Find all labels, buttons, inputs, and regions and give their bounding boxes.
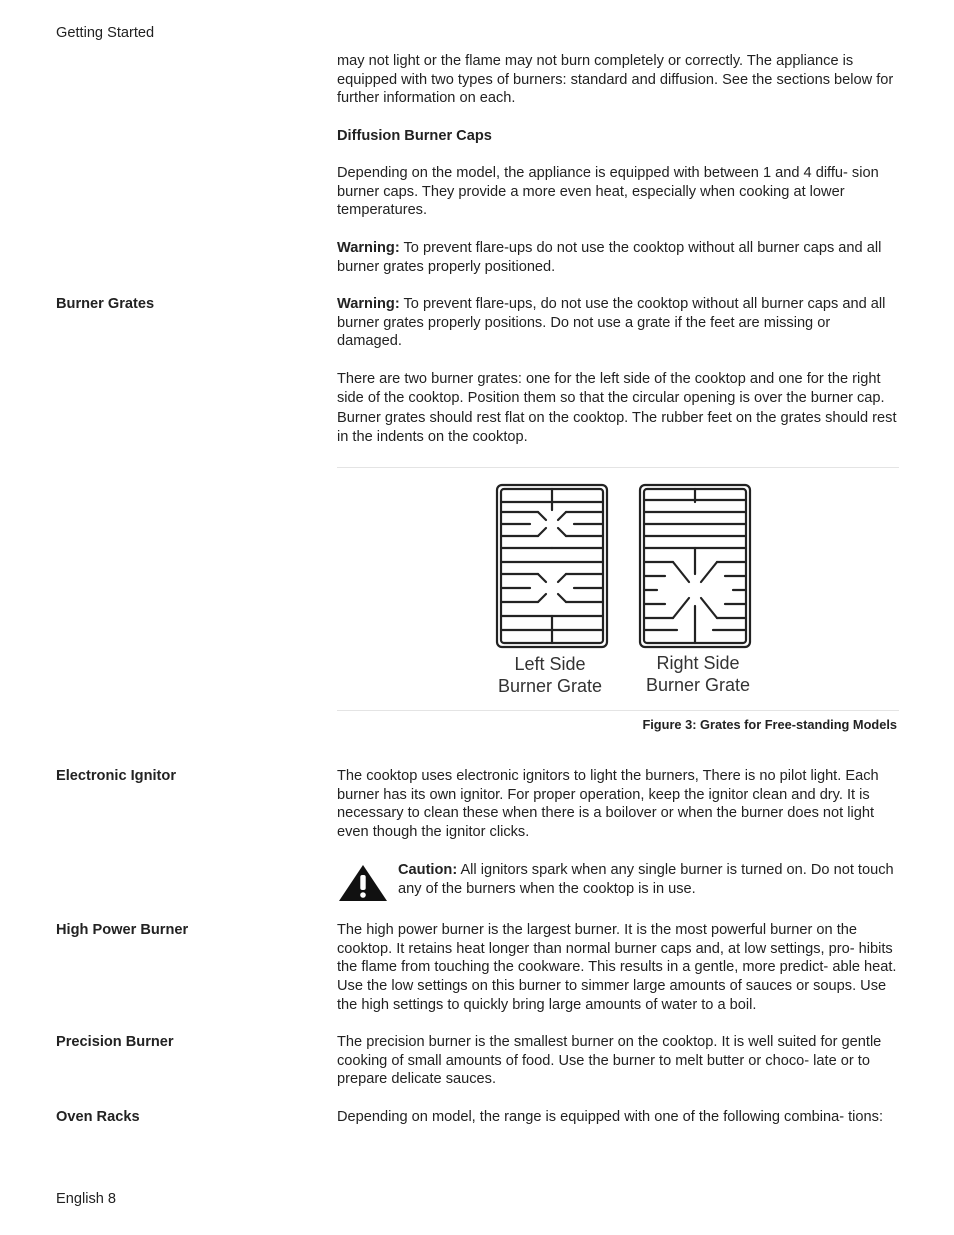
figure-bottom-rule (337, 710, 899, 711)
right-grate-label (628, 652, 768, 696)
left-grate-label-line1: Left Side (514, 654, 586, 674)
left-grate-label (480, 653, 620, 697)
running-header: Getting Started (56, 25, 155, 41)
right-grate-label-line2: Burner Grate (645, 675, 751, 695)
grates-paragraph: There are two burner grates: one for the left side of the cooktop and one for the right side of the cooktop. Position them so that the circular opening is over the burner cap. Burner grates should rest flat on the cooktop. The rubber feet on the grates should rest in the indents on the cooktop. (337, 371, 897, 445)
figure-top-rule (337, 467, 899, 468)
left-grate-label-line2: Burner Grate (497, 676, 603, 696)
warning-label: Warning: (337, 296, 400, 312)
diffusion-heading: Diffusion Burner Caps (337, 128, 492, 144)
warning-triangle-icon (337, 863, 389, 903)
page-footer: English 8 (56, 1191, 117, 1207)
ignitor-paragraph: The cooktop uses electronic ignitors to light the burners, There is no pilot light. Each burner has its own ignitor. For proper operation, keep the ignitor clean and dry. It is necessary to clean these when there is a boilover or when the burner does not light even though the ignitor clicks. (337, 768, 879, 841)
high-power-paragraph: The high power burner is the largest burner. It is the most powerful burner on the cooktop. It retains heat longer than normal burner caps and, at low settings, pro- hibits the flame from touching the cookware. This results in a gentle, more predict- able heat. Use the low settings on this burner to simmer large amounts of sauces or soups. Use the high settings to quickly bring large amounts of water to a boil. (337, 922, 897, 1013)
precision-paragraph: The precision burner is the smallest burner on the cooktop. It is well suited for gentle cooking of small amounts of food. Use the burner to melt butter or choco- late or to prepare delicate sauces. (337, 1034, 882, 1088)
figure-caption: Figure 3: Grates for Free-standing Models (642, 717, 897, 732)
warning-text: To prevent flare-ups, do not use the cooktop without all burner caps and all burner grates properly positions. Do not use a grate if the feet are missing or damaged. (337, 296, 886, 350)
diffusion-paragraph: Depending on the model, the appliance is equipped with between 1 and 4 diffu- sion burner caps. They provide a more even heat, especially when cooking at lower temperatures. (337, 165, 879, 219)
caution-text: All ignitors spark when any single burner is turned on. Do not touch any of the burners when the cooktop is in use. (398, 862, 894, 897)
electronic-ignitor-heading: Electronic Ignitor (56, 768, 177, 784)
oven-racks-paragraph: Depending on model, the range is equipped with one of the following combina- tions: (337, 1109, 883, 1125)
burner-grates-heading: Burner Grates (56, 296, 155, 312)
left-burner-grate-illustration (494, 482, 610, 650)
diffusion-warning (337, 239, 899, 276)
warning-text: To prevent flare-ups do not use the cooktop without all burner caps and all burner grates properly positioned. (337, 240, 882, 275)
oven-racks-heading: Oven Racks (56, 1109, 140, 1125)
high-power-burner-heading: High Power Burner (56, 922, 189, 938)
right-grate-label-line1: Right Side (656, 653, 740, 673)
caution-note (398, 861, 898, 898)
grates-warning (337, 295, 899, 351)
right-burner-grate-illustration (637, 482, 753, 650)
caution-label: Caution: (398, 862, 458, 878)
warning-label: Warning: (337, 240, 400, 256)
precision-burner-heading: Precision Burner (56, 1034, 174, 1050)
intro-paragraph: may not light or the flame may not burn completely or correctly. The appliance is equipped with two types of burners: standard and diffusion. See the sections below for further information on each. (337, 53, 894, 107)
